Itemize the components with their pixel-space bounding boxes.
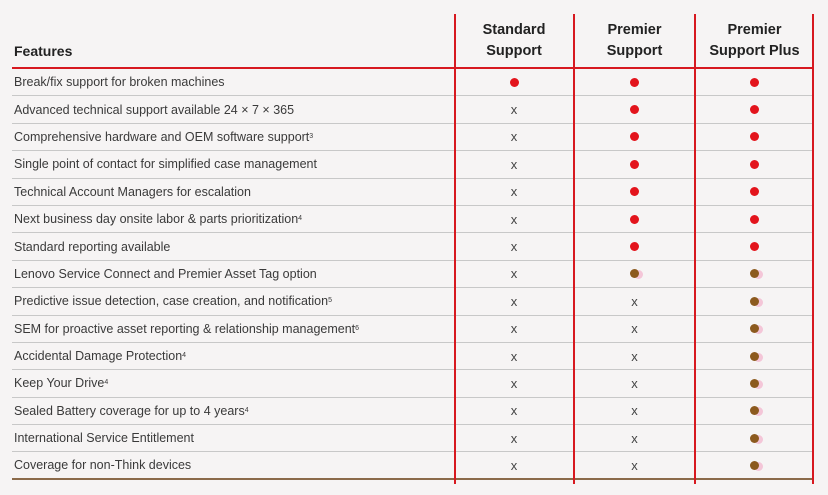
feature-cell: Accidental Damage Protection 4	[14, 349, 187, 364]
tier-value-cell	[574, 69, 695, 95]
tier-value-cell	[454, 343, 574, 369]
feature-label: Coverage for non-Think devices	[14, 458, 192, 473]
feature-cell	[14, 452, 454, 477]
tier-value-cell	[454, 370, 574, 396]
header-line: Premier	[607, 21, 662, 38]
included-red-dot-icon	[630, 187, 639, 196]
column-divider	[694, 14, 696, 484]
standard-support-column-header	[454, 14, 574, 67]
included-red-dot-icon	[750, 78, 759, 87]
tier-value-cell	[454, 288, 574, 314]
not-included-x-icon: x	[510, 293, 518, 309]
feature-cell	[14, 425, 454, 451]
included-brown-dot-icon	[750, 324, 759, 333]
tier-value-cell	[454, 69, 574, 95]
tier-value-cell	[454, 261, 574, 287]
tier-value-cell	[695, 370, 814, 396]
included-red-dot-icon	[630, 160, 639, 169]
feature-cell	[14, 179, 454, 205]
tier-value-cell	[695, 96, 814, 122]
features-column-header: Features	[14, 43, 73, 59]
tier-value-cell	[574, 179, 695, 205]
feature-label: Comprehensive hardware and OEM software support	[14, 129, 310, 144]
tier-value-cell	[695, 233, 814, 259]
feature-label: Predictive issue detection, case creation, and notification	[14, 294, 329, 309]
feature-label: Next business day onsite labor & parts prioritization	[14, 212, 299, 227]
tier-value-cell	[454, 398, 574, 424]
tier-value-cell	[574, 96, 695, 122]
tier-value-cell	[695, 398, 814, 424]
header-line: Support Plus	[709, 42, 800, 59]
included-red-dot-icon	[630, 215, 639, 224]
not-included-x-icon: x	[510, 403, 518, 419]
not-included-x-icon: x	[510, 156, 518, 172]
tier-value-cell	[574, 398, 695, 424]
support-comparison-table	[12, 14, 814, 480]
not-included-x-icon: x	[510, 211, 518, 227]
included-red-dot-icon	[750, 132, 759, 141]
tier-value-cell	[695, 179, 814, 205]
tier-value-cell	[574, 233, 695, 259]
not-included-x-icon: x	[510, 129, 518, 145]
feature-cell	[14, 96, 454, 122]
tier-value-cell	[574, 261, 695, 287]
included-red-dot-icon	[750, 215, 759, 224]
included-brown-dot-icon	[750, 297, 759, 306]
included-brown-dot-icon	[750, 434, 759, 443]
tier-value-cell	[454, 151, 574, 177]
tier-value-cell	[695, 288, 814, 314]
feature-cell	[14, 233, 454, 259]
tier-value-cell	[574, 206, 695, 232]
feature-cell: Next business day onsite labor & parts prioritization 4	[14, 212, 303, 227]
included-red-dot-icon	[750, 160, 759, 169]
feature-cell	[14, 261, 454, 287]
feature-cell: SEM for proactive asset reporting & relationship management 6	[14, 321, 360, 336]
tier-value-cell	[574, 452, 695, 477]
tier-value-cell	[574, 316, 695, 342]
included-red-dot-icon	[630, 132, 639, 141]
included-red-dot-icon	[630, 105, 639, 114]
header-line: Premier	[727, 21, 782, 38]
feature-label: Accidental Damage Protection	[14, 349, 183, 364]
tier-value-cell	[695, 316, 814, 342]
included-red-dot-icon	[630, 78, 639, 87]
included-brown-dot-icon	[750, 269, 759, 278]
feature-cell: Keep Your Drive 4	[14, 376, 109, 391]
header-line: Support	[606, 42, 663, 59]
tier-value-cell	[695, 425, 814, 451]
included-brown-dot-icon	[750, 461, 759, 470]
not-included-x-icon: x	[631, 375, 638, 391]
not-included-x-icon: x	[510, 266, 518, 282]
tier-value-cell	[574, 425, 695, 451]
tier-value-cell	[574, 288, 695, 314]
tier-value-cell	[574, 343, 695, 369]
feature-label: Standard reporting available	[14, 239, 171, 254]
feature-cell: Predictive issue detection, case creation, and notification 5	[14, 294, 332, 309]
feature-label: SEM for proactive asset reporting & relationship management	[14, 321, 356, 336]
tier-value-cell	[454, 316, 574, 342]
tier-value-cell	[695, 343, 814, 369]
feature-label: Single point of contact for simplified case management	[14, 157, 317, 172]
tier-value-cell	[695, 261, 814, 287]
feature-label: Break/fix support for broken machines	[14, 75, 225, 90]
tier-value-cell	[695, 69, 814, 95]
feature-label: Keep Your Drive	[14, 376, 105, 391]
not-included-x-icon: x	[631, 457, 638, 473]
feature-cell: Sealed Battery coverage for up to 4 years 4	[14, 403, 249, 418]
included-red-dot-icon	[630, 242, 639, 251]
not-included-x-icon: x	[631, 293, 638, 309]
not-included-x-icon: x	[631, 321, 638, 337]
tier-value-cell	[454, 425, 574, 451]
not-included-x-icon: x	[510, 430, 518, 446]
tier-value-cell	[454, 124, 574, 150]
tier-value-cell	[574, 151, 695, 177]
tier-value-cell	[695, 206, 814, 232]
not-included-x-icon: x	[510, 239, 518, 255]
feature-label: Advanced technical support available 24 × 7 × 365	[14, 102, 295, 117]
not-included-x-icon: x	[510, 102, 518, 118]
included-red-dot-icon	[510, 78, 519, 87]
column-divider	[812, 14, 814, 484]
tier-value-cell	[454, 179, 574, 205]
not-included-x-icon: x	[631, 348, 638, 364]
feature-cell: Comprehensive hardware and OEM software support 3	[14, 129, 314, 144]
tier-value-cell	[695, 452, 814, 477]
included-brown-dot-icon	[630, 269, 639, 278]
tier-value-cell	[454, 96, 574, 122]
not-included-x-icon: x	[631, 430, 638, 446]
tier-value-cell	[574, 370, 695, 396]
feature-label: International Service Entitlement	[14, 431, 194, 446]
included-brown-dot-icon	[750, 379, 759, 388]
not-included-x-icon: x	[510, 348, 518, 364]
not-included-x-icon: x	[510, 375, 518, 391]
not-included-x-icon: x	[510, 457, 518, 473]
not-included-x-icon: x	[510, 321, 518, 337]
included-brown-dot-icon	[750, 406, 759, 415]
included-red-dot-icon	[750, 187, 759, 196]
tier-value-cell	[454, 233, 574, 259]
feature-label: Sealed Battery coverage for up to 4 years	[14, 403, 245, 418]
tier-value-cell	[574, 124, 695, 150]
column-divider	[573, 14, 575, 484]
header-line: Support	[486, 42, 542, 59]
feature-cell	[14, 151, 454, 177]
included-red-dot-icon	[750, 242, 759, 251]
column-divider	[454, 14, 456, 484]
tier-value-cell	[695, 151, 814, 177]
feature-label: Technical Account Managers for escalation	[14, 184, 251, 199]
header-line: Standard	[482, 21, 546, 38]
included-brown-dot-icon	[750, 352, 759, 361]
feature-cell	[14, 69, 454, 95]
not-included-x-icon: x	[631, 403, 638, 419]
tier-value-cell	[695, 124, 814, 150]
not-included-x-icon: x	[510, 184, 518, 200]
tier-value-cell	[454, 452, 574, 477]
premier-support-column-header	[574, 14, 695, 67]
premier-support-plus-column-header	[695, 14, 814, 67]
included-red-dot-icon	[750, 105, 759, 114]
feature-label: Lenovo Service Connect and Premier Asset Tag option	[14, 266, 317, 281]
tier-value-cell	[454, 206, 574, 232]
